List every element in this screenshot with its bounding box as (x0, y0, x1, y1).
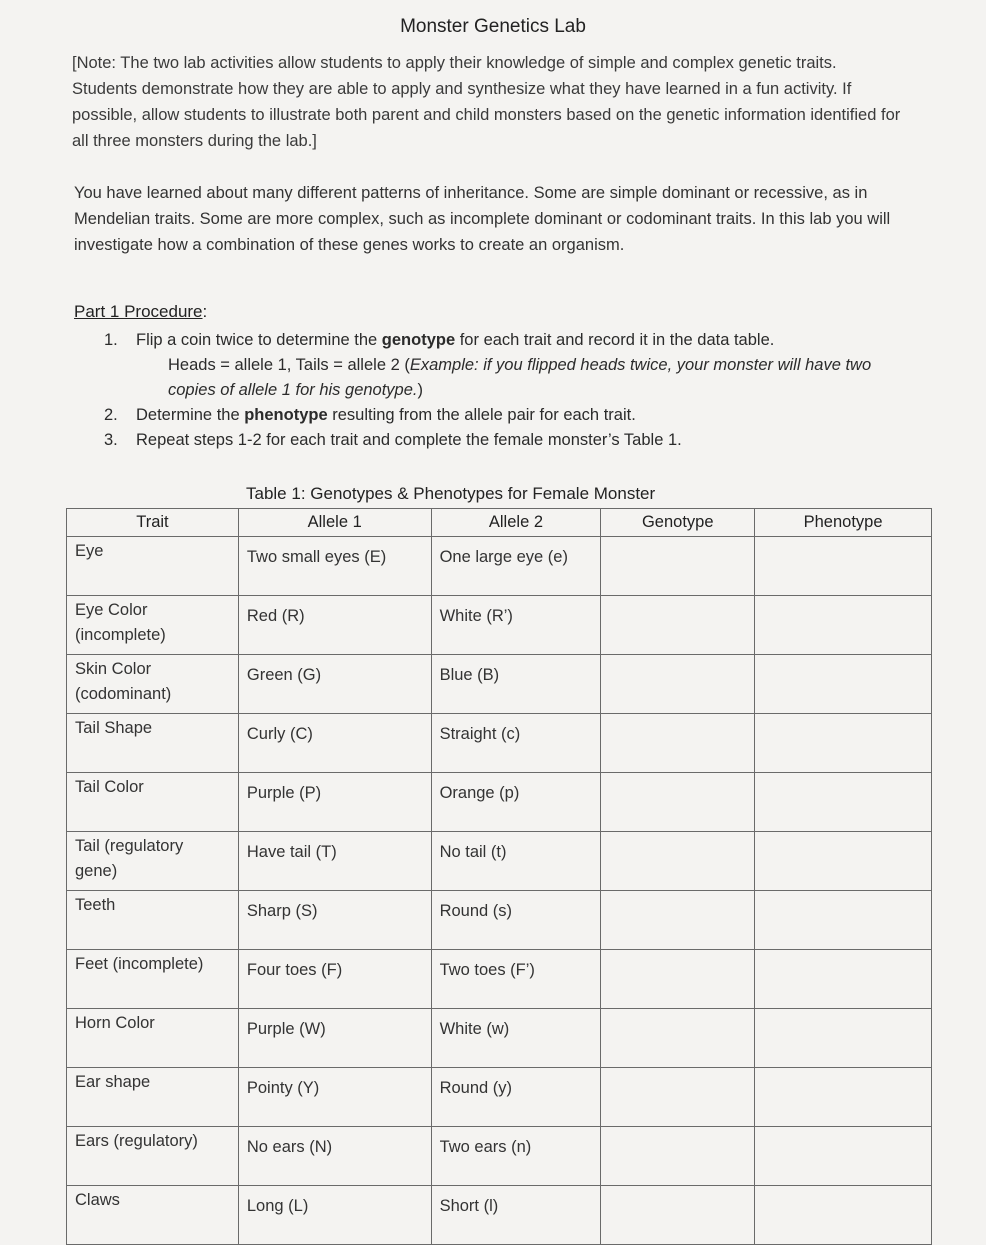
trait-cell: Eye (67, 537, 239, 596)
allele-2-cell: Orange (p) (431, 773, 601, 832)
step-example-text: Example: if you flipped heads twice, your monster will have two copies of allele 1 for his genotype. (168, 356, 872, 399)
step-number: 3. (104, 431, 118, 449)
trait-cell: Teeth (67, 891, 239, 950)
genotype-entry-cell[interactable] (601, 655, 755, 714)
trait-cell: Skin Color (codominant) (67, 655, 239, 714)
step-detail-close: ) (417, 381, 423, 399)
part-1-heading (74, 302, 207, 322)
step-1-detail (104, 353, 904, 403)
step-text-part: for each trait and record it in the data table. (455, 331, 775, 349)
allele-1-cell: Purple (P) (238, 773, 431, 832)
trait-cell: Tail Shape (67, 714, 239, 773)
trait-cell: Ear shape (67, 1068, 239, 1127)
table-row (67, 1186, 932, 1245)
phenotype-entry-cell[interactable] (755, 714, 932, 773)
step-text (136, 403, 904, 428)
page-title: Monster Genetics Lab (400, 16, 586, 37)
step-number: 1. (104, 331, 118, 349)
phenotype-entry-cell[interactable] (755, 596, 932, 655)
phenotype-entry-cell[interactable] (755, 891, 932, 950)
procedure-step (104, 328, 904, 353)
allele-1-cell: Curly (C) (238, 714, 431, 773)
procedure-step (104, 428, 904, 453)
genotype-entry-cell[interactable] (601, 537, 755, 596)
allele-1-cell: Long (L) (238, 1186, 431, 1245)
procedure-list (104, 328, 904, 453)
allele-1-cell: Pointy (Y) (238, 1068, 431, 1127)
genotype-entry-cell[interactable] (601, 773, 755, 832)
step-keyword: genotype (381, 331, 456, 349)
table-row (67, 714, 932, 773)
trait-cell: Horn Color (67, 1009, 239, 1068)
allele-1-cell: Two small eyes (E) (238, 537, 431, 596)
trait-cell: Tail Color (67, 773, 239, 832)
trait-cell: Ears (regulatory) (67, 1127, 239, 1186)
part-1-heading-text: Part 1 Procedure (74, 302, 203, 321)
allele-1-cell: Have tail (T) (238, 832, 431, 891)
phenotype-entry-cell[interactable] (755, 1127, 932, 1186)
allele-1-cell: No ears (N) (238, 1127, 431, 1186)
table-row (67, 832, 932, 891)
phenotype-entry-cell[interactable] (755, 1009, 932, 1068)
genotype-entry-cell[interactable] (601, 1009, 755, 1068)
step-text-part: Flip a coin twice to determine the (136, 331, 382, 349)
phenotype-entry-cell[interactable] (755, 655, 932, 714)
table-header-row (67, 509, 932, 537)
allele-1-cell: Purple (W) (238, 1009, 431, 1068)
step-text: Repeat steps 1-2 for each trait and complete the female monster’s Table 1. (136, 431, 682, 449)
header-trait: Trait (67, 509, 239, 537)
procedure-step (104, 403, 904, 428)
allele-1-cell: Sharp (S) (238, 891, 431, 950)
part-1-heading-colon: : (202, 302, 208, 321)
intro-paragraph: You have learned about many different patterns of inheritance. Some are simple dominant or recessive, as in Mendelian traits. Some are more complex, such as incomplete dominant or codominant traits. In this lab you will investigate how a combination of these genes works to create an organism. (74, 184, 891, 254)
table-row (67, 537, 932, 596)
allele-2-cell: Short (l) (431, 1186, 601, 1245)
teacher-note: [Note: The two lab activities allow students to apply their knowledge of simple and complex genetic traits. Students demonstrate how they are able to apply and synthesize what they have learned in a fun activity. If possible, allow students to illustrate both parent and child monsters based on the genetic information identified for all three monsters during the lab.] (72, 54, 901, 150)
table-row (67, 596, 932, 655)
phenotype-entry-cell[interactable] (755, 1068, 932, 1127)
trait-cell: Eye Color (incomplete) (67, 596, 239, 655)
step-text (136, 328, 904, 353)
header-allele-2: Allele 2 (431, 509, 601, 537)
genotype-entry-cell[interactable] (601, 950, 755, 1009)
table-row (67, 655, 932, 714)
table-body (67, 537, 932, 1245)
phenotype-entry-cell[interactable] (755, 950, 932, 1009)
step-keyword: phenotype (244, 406, 328, 424)
header-genotype: Genotype (601, 509, 755, 537)
step-detail-text: Heads = allele 1, Tails = allele 2 ( (168, 356, 410, 374)
genotype-entry-cell[interactable] (601, 832, 755, 891)
table-row (67, 773, 932, 832)
genotype-entry-cell[interactable] (601, 1186, 755, 1245)
table-row (67, 950, 932, 1009)
phenotype-entry-cell[interactable] (755, 537, 932, 596)
table-row (67, 1127, 932, 1186)
step-text-part: resulting from the allele pair for each trait. (327, 406, 636, 424)
allele-2-cell: No tail (t) (431, 832, 601, 891)
table-row (67, 1068, 932, 1127)
allele-1-cell: Green (G) (238, 655, 431, 714)
genotype-phenotype-table (66, 508, 932, 1245)
allele-2-cell: Two toes (F’) (431, 950, 601, 1009)
step-text-part: Determine the (136, 406, 245, 424)
table-row (67, 891, 932, 950)
allele-1-cell: Four toes (F) (238, 950, 431, 1009)
allele-2-cell: Two ears (n) (431, 1127, 601, 1186)
allele-2-cell: Blue (B) (431, 655, 601, 714)
genotype-entry-cell[interactable] (601, 596, 755, 655)
genotype-entry-cell[interactable] (601, 1068, 755, 1127)
allele-1-cell: Red (R) (238, 596, 431, 655)
table-row (67, 1009, 932, 1068)
trait-cell: Claws (67, 1186, 239, 1245)
phenotype-entry-cell[interactable] (755, 773, 932, 832)
phenotype-entry-cell[interactable] (755, 1186, 932, 1245)
header-phenotype: Phenotype (755, 509, 932, 537)
allele-2-cell: White (R’) (431, 596, 601, 655)
header-allele-1: Allele 1 (238, 509, 431, 537)
genotype-entry-cell[interactable] (601, 1127, 755, 1186)
step-number: 2. (104, 406, 118, 424)
allele-2-cell: One large eye (e) (431, 537, 601, 596)
table-caption: Table 1: Genotypes & Phenotypes for Female Monster (246, 484, 656, 503)
allele-2-cell: Straight (c) (431, 714, 601, 773)
genotype-entry-cell[interactable] (601, 891, 755, 950)
phenotype-entry-cell[interactable] (755, 832, 932, 891)
allele-2-cell: White (w) (431, 1009, 601, 1068)
allele-2-cell: Round (s) (431, 891, 601, 950)
trait-cell: Tail (regulatory gene) (67, 832, 239, 891)
trait-cell: Feet (incomplete) (67, 950, 239, 1009)
genotype-entry-cell[interactable] (601, 714, 755, 773)
allele-2-cell: Round (y) (431, 1068, 601, 1127)
